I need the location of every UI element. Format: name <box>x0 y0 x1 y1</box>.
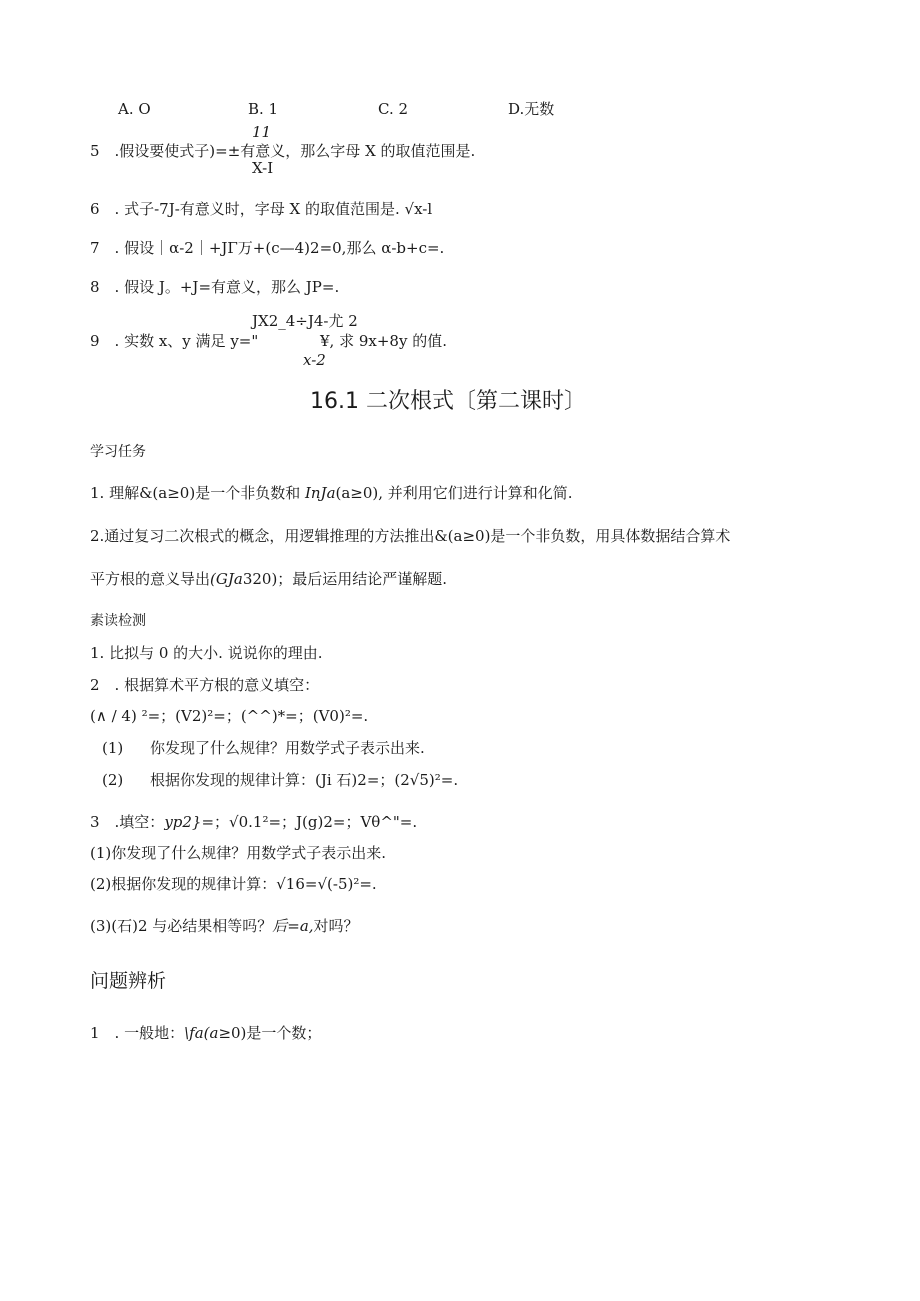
check-question-2: 2 . 根据算术平方根的意义填空： <box>90 676 320 694</box>
analysis-question-1 <box>90 1026 321 1041</box>
tasks-heading: 学习任务 <box>90 444 146 460</box>
question-6: 6 . 式子-7J-有意义时，字母 X 的取值范围是. √x-l <box>90 200 433 218</box>
check-q3-sub1: (1)你发现了什么规律？用数学式子表示出来. <box>90 844 387 862</box>
question-8: 8 . 假设 J。+J=有意义，那么 JP=. <box>90 278 340 296</box>
task-1-part-a: 1. 理解&(a≥0)是一个非负数和 <box>90 484 305 502</box>
task-2-line-1: 2.通过复习二次根式的概念，用逻辑推理的方法推出&(a≥0)是一个非负数，用具体数据结合算术 <box>90 527 731 545</box>
option-b: B. 1 <box>248 100 279 118</box>
option-a: A. O <box>118 100 151 118</box>
check-q2-sub1: 你发现了什么规律？用数学式子表示出来. <box>150 739 425 757</box>
question-7: 7 . 假设｜α-2｜+JΓ万+(c—4)2=0,那么 α-b+c=. <box>90 239 445 257</box>
check-q2-sub2-number: (2) <box>102 771 124 789</box>
check-question-3 <box>90 815 417 830</box>
analysis-q1-part-a: 1 . 一般地： <box>90 1024 185 1042</box>
analysis-q1-part-c: ≥0)是一个数； <box>218 1024 322 1042</box>
section-title: 16.1 二次根式〔第二课时〕 <box>310 389 586 414</box>
task-1-part-c: (a≥0), 并利用它们进行计算和化简. <box>335 484 573 502</box>
check-q3-sub3-part-a: (3)(石)2 与必结果相等吗？ <box>90 917 273 935</box>
q9-fraction-bottom: x-2 <box>303 351 326 369</box>
task-1-part-b: InJa <box>304 484 336 502</box>
q5-fraction-top: 11 <box>252 123 272 141</box>
check-q3-sub3-part-c: 对吗？ <box>313 917 359 935</box>
check-q3-sub3-part-b: 后=a, <box>272 917 314 935</box>
check-q2-sub2: 根据你发现的规律计算：(Ji 石)2=；(2√5)²=. <box>150 771 459 789</box>
check-q3-part-c: =；√0.1²=；J(g)2=；Vθ^"=. <box>201 813 418 831</box>
option-c: C. 2 <box>378 100 409 118</box>
analysis-q1-part-b: \fa(a <box>184 1024 219 1042</box>
task-2-part-a: 平方根的意义导出 <box>90 570 211 588</box>
analysis-heading: 问题辨析 <box>90 970 167 992</box>
check-question-1: 1. 比拟与 0 的大小. 说说你的理由. <box>90 644 323 662</box>
task-2-line-2 <box>90 572 447 587</box>
task-1 <box>90 486 573 501</box>
check-q2-sub1-number: (1) <box>102 739 124 757</box>
check-q3-part-b: yp2} <box>164 813 202 831</box>
question-9-end: ¥, 求 9x+8y 的值. <box>320 332 447 350</box>
q9-fraction-top: JX2_4÷J4-尤 2 <box>252 312 358 330</box>
check-q3-sub2: (2)根据你发现的规律计算：√16=√(-5)²=. <box>90 875 377 893</box>
task-2-part-c: 320)；最后运用结论严谨解题. <box>242 570 448 588</box>
question-5: 5 .假设要使式子)=±有意义，那么字母 X 的取值范围是. <box>90 142 476 160</box>
check-q3-sub3 <box>90 919 359 934</box>
check-heading: 素读检测 <box>90 613 146 629</box>
task-2-part-b: (GJa <box>210 570 243 588</box>
check-q3-part-a: 3 .填空： <box>90 813 165 831</box>
question-9-start: 9 . 实数 x、y 满足 y=" <box>90 332 259 350</box>
q5-fraction-bottom: X-I <box>252 159 274 177</box>
check-question-2-fill: (∧ / 4) ²=；(V2)²=；(^^)*=；(V0)²=. <box>90 707 369 725</box>
option-d: D.无数 <box>508 100 555 118</box>
